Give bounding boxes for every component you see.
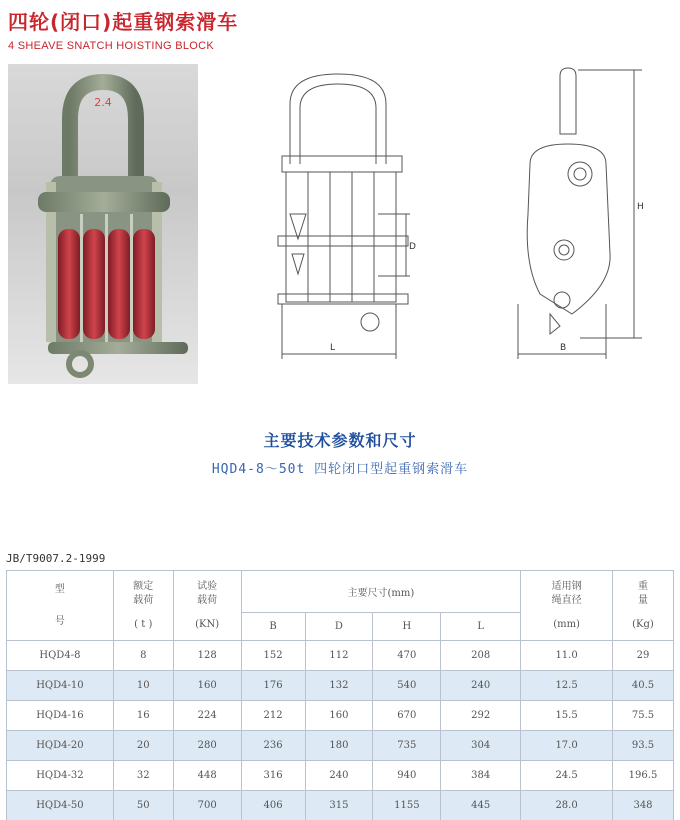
section-heading: 主要技术参数和尺寸 xyxy=(263,431,417,450)
header-weight: 重 量 (Kg) xyxy=(613,571,674,641)
cell-model: HQD4-50 xyxy=(7,791,114,820)
front-view-drawing xyxy=(268,64,418,374)
cell-d: 315 xyxy=(305,791,373,820)
cell-l: 240 xyxy=(441,671,521,701)
table-row xyxy=(7,641,674,671)
cell-model: HQD4-8 xyxy=(7,641,114,671)
dimension-label-height: H xyxy=(637,202,644,212)
table-row xyxy=(7,671,674,701)
specification-table xyxy=(6,570,674,820)
dimension-label-width: B xyxy=(560,343,567,353)
header-rated-load: 额定 载荷 ( t ) xyxy=(113,571,173,641)
cell-l: 292 xyxy=(441,701,521,731)
cell-b: 176 xyxy=(241,671,305,701)
cell-test: 224 xyxy=(173,701,241,731)
cell-h: 735 xyxy=(373,731,441,761)
header-dim-b: B xyxy=(241,613,305,641)
cell-test: 160 xyxy=(173,671,241,701)
cell-d: 160 xyxy=(305,701,373,731)
cell-rope: 15.5 xyxy=(521,701,613,731)
cell-b: 316 xyxy=(241,761,305,791)
cell-model: HQD4-20 xyxy=(7,731,114,761)
cell-weight: 93.5 xyxy=(613,731,674,761)
section-subheading: HQD4-8～50t 四轮闭口型起重钢索滑车 xyxy=(211,462,469,477)
cell-d: 180 xyxy=(305,731,373,761)
cell-rope: 17.0 xyxy=(521,731,613,761)
table-row xyxy=(7,761,674,791)
cell-rated: 20 xyxy=(113,731,173,761)
cell-d: 112 xyxy=(305,641,373,671)
cell-b: 152 xyxy=(241,641,305,671)
header-dim-l: L xyxy=(441,613,521,641)
cell-rope: 11.0 xyxy=(521,641,613,671)
header-test-load: 试验 载荷 (KN) xyxy=(173,571,241,641)
cell-h: 1155 xyxy=(373,791,441,820)
cell-h: 540 xyxy=(373,671,441,701)
cell-b: 212 xyxy=(241,701,305,731)
header-dim-d: D xyxy=(305,613,373,641)
cell-rated: 16 xyxy=(113,701,173,731)
cell-d: 240 xyxy=(305,761,373,791)
cell-weight: 348 xyxy=(613,791,674,820)
cell-l: 384 xyxy=(441,761,521,791)
standard-code: JB/T9007.2-1999 xyxy=(6,552,106,565)
header-main-dimensions: 主要尺寸(mm) xyxy=(241,571,521,613)
cell-rope: 28.0 xyxy=(521,791,613,820)
cell-l: 445 xyxy=(441,791,521,820)
cell-b: 406 xyxy=(241,791,305,820)
cell-test: 280 xyxy=(173,731,241,761)
side-view-drawing xyxy=(500,64,650,374)
table-row xyxy=(7,701,674,731)
cell-model: HQD4-16 xyxy=(7,701,114,731)
dimension-label-length: L xyxy=(330,343,336,353)
cell-rope: 24.5 xyxy=(521,761,613,791)
cell-test: 448 xyxy=(173,761,241,791)
product-title: 四轮(闭口)起重钢索滑车 xyxy=(8,10,239,34)
cell-model: HQD4-32 xyxy=(7,761,114,791)
table-header-row xyxy=(7,571,674,613)
header-dim-h: H xyxy=(373,613,441,641)
table-row xyxy=(7,731,674,761)
cell-rated: 32 xyxy=(113,761,173,791)
header-rope-diameter: 适用钢 绳直径 (mm) xyxy=(521,571,613,641)
cell-weight: 29 xyxy=(613,641,674,671)
cell-h: 940 xyxy=(373,761,441,791)
product-title-english: 4 SHEAVE SNATCH HOISTING BLOCK xyxy=(8,40,215,52)
cell-rated: 50 xyxy=(113,791,173,820)
cell-weight: 40.5 xyxy=(613,671,674,701)
dimension-label-diameter: D xyxy=(409,242,416,252)
cell-weight: 75.5 xyxy=(613,701,674,731)
cell-rated: 8 xyxy=(113,641,173,671)
cell-model: HQD4-10 xyxy=(7,671,114,701)
cell-l: 208 xyxy=(441,641,521,671)
header-model: 型 号 xyxy=(7,571,114,641)
cell-h: 670 xyxy=(373,701,441,731)
cell-h: 470 xyxy=(373,641,441,671)
cell-d: 132 xyxy=(305,671,373,701)
table-row xyxy=(7,791,674,820)
product-photo xyxy=(8,64,198,384)
cell-test: 128 xyxy=(173,641,241,671)
cell-rated: 10 xyxy=(113,671,173,701)
pulley-block-illustration xyxy=(8,64,198,384)
cell-rope: 12.5 xyxy=(521,671,613,701)
cell-weight: 196.5 xyxy=(613,761,674,791)
cell-test: 700 xyxy=(173,791,241,820)
cell-b: 236 xyxy=(241,731,305,761)
cell-l: 304 xyxy=(441,731,521,761)
shackle-load-tag: 2.4 xyxy=(94,96,112,109)
